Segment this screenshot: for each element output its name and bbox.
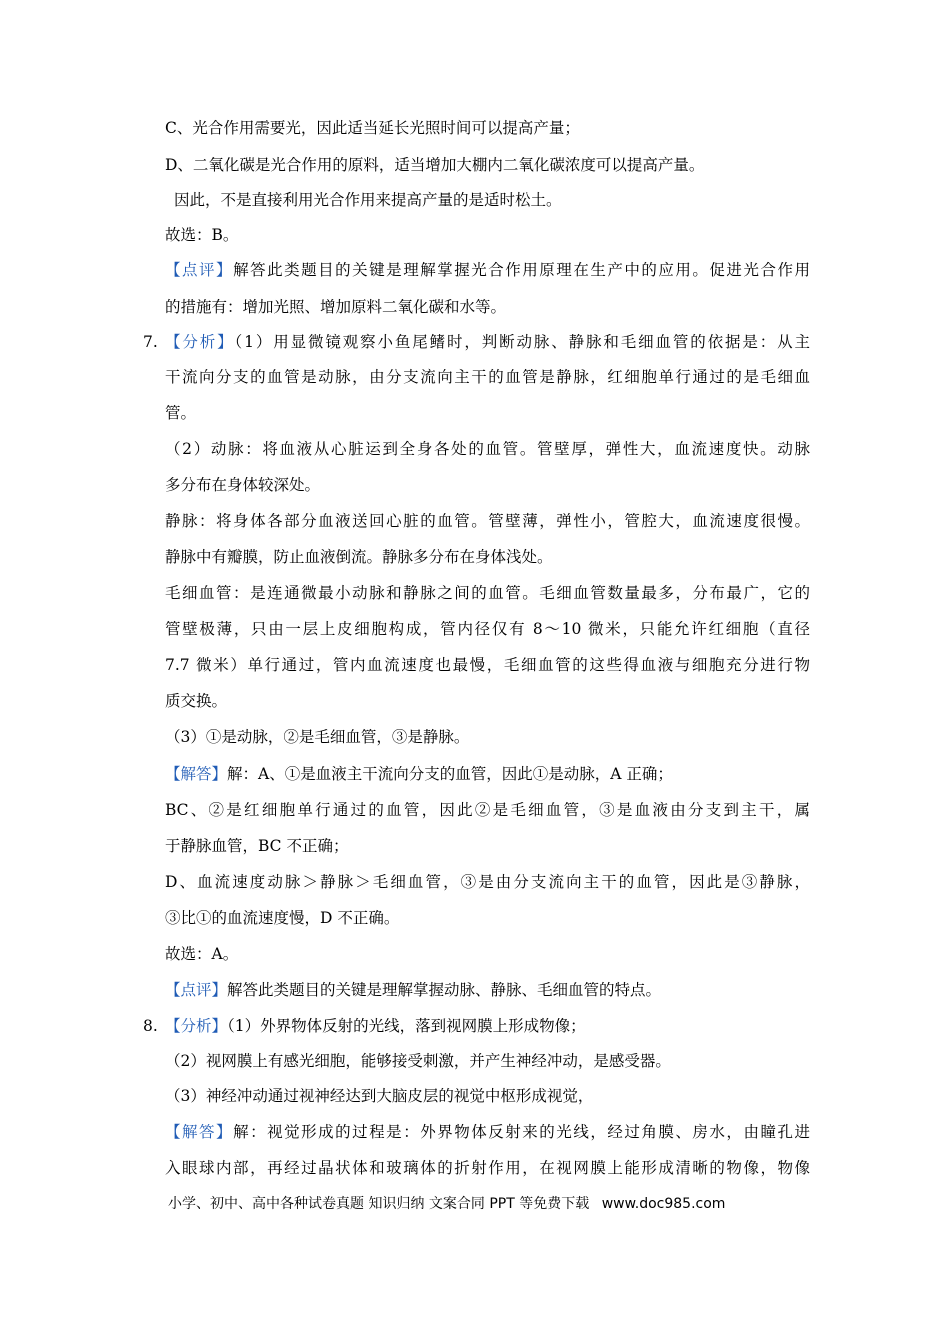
text-line: （3）①是动脉，②是毛细血管，③是静脉。 <box>165 728 470 746</box>
text-line: C、光合作用需要光，因此适当延长光照时间可以提高产量； <box>165 119 580 137</box>
text-line: 多分布在身体较深处。 <box>165 476 321 494</box>
text-line: BC、②是红细胞单行通过的血管，因此②是毛细血管，③是血液由分支到主干，属 <box>165 801 810 819</box>
text-span: 解：视觉形成的过程是：外界物体反射来的光线，经过角膜、房水，由瞳孔进 <box>233 1123 810 1141</box>
analysis-tag: 【分析】 <box>165 1017 228 1035</box>
answer-line <box>165 1121 810 1143</box>
text-line: 故选：B。 <box>165 226 239 244</box>
text-span: 解答此类题目的关键是理解掌握光合作用原理在生产中的应用。促进光合作用 <box>233 261 810 279</box>
text-span: 解：A、①是血液主干流向分支的血管，因此①是动脉，A 正确； <box>227 765 673 783</box>
analysis-line <box>165 331 810 353</box>
text-line: 故选：A。 <box>165 945 239 963</box>
text-line: ③比①的血流速度慢，D 不正确。 <box>165 909 400 927</box>
question-number: 8. <box>143 1017 158 1035</box>
answer-tag: 【解答】 <box>165 1123 234 1141</box>
text-span: （1）外界物体反射的光线，落到视网膜上形成物像； <box>227 1017 586 1035</box>
text-line: 毛细血管：是连通微最小动脉和静脉之间的血管。毛细血管数量最多，分布最广，它的 <box>165 584 810 602</box>
text-line: （3）神经冲动通过视神经达到大脑皮层的视觉中枢形成视觉， <box>165 1087 594 1105</box>
analysis-line <box>165 1015 810 1037</box>
footer-url[interactable]: www.doc985.com <box>601 1196 726 1212</box>
text-line: 因此，不是直接利用光合作用来提高产量的是适时松土。 <box>174 191 562 209</box>
text-line: 于静脉血管，BC 不正确； <box>165 837 349 855</box>
comment-tag: 【点评】 <box>165 261 234 279</box>
text-line: （2）动脉：将血液从心脏运到全身各处的血管。管壁厚，弹性大，血流速度快。动脉 <box>165 440 810 458</box>
text-line: 的措施有：增加光照、增加原料二氧化碳和水等。 <box>165 298 507 316</box>
comment-line <box>165 979 810 1001</box>
text-line: 静脉中有瓣膜，防止血液倒流。静脉多分布在身体浅处。 <box>165 548 553 566</box>
text-line: 7.7 微米）单行通过，管内血流速度也最慢，毛细血管的这些得血液与细胞充分进行物 <box>165 656 810 674</box>
text-line: D、二氧化碳是光合作用的原料，适当增加大棚内二氧化碳浓度可以提高产量。 <box>165 156 705 174</box>
text-line: 管壁极薄，只由一层上皮细胞构成，管内径仅有 8～10 微米，只能允许红细胞（直径 <box>165 620 810 638</box>
text-line: （2）视网膜上有感光细胞，能够接受刺激，并产生神经冲动，是感受器。 <box>165 1052 671 1070</box>
text-line: 质交换。 <box>165 692 228 710</box>
page-footer <box>168 1194 725 1214</box>
footer-text: 小学、初中、高中各种试卷真题 知识归纳 文案合同 PPT 等免费下载 <box>168 1196 590 1212</box>
text-line: D、血流速度动脉＞静脉＞毛细血管，③是由分支流向主干的血管，因此是③静脉， <box>165 873 810 891</box>
text-span: （1）用显微镜观察小鱼尾鳍时，判断动脉、静脉和毛细血管的依据是：从主 <box>234 333 810 351</box>
comment-tag: 【点评】 <box>165 981 228 999</box>
text-line: 入眼球内部，再经过晶状体和玻璃体的折射作用，在视网膜上能形成清晰的物像，物像 <box>165 1159 810 1177</box>
question-number: 7. <box>143 333 158 351</box>
analysis-tag: 【分析】 <box>165 333 235 351</box>
text-line: 管。 <box>165 404 197 422</box>
answer-line <box>165 763 810 785</box>
text-span: 解答此类题目的关键是理解掌握动脉、静脉、毛细血管的特点。 <box>227 981 662 999</box>
comment-line <box>165 259 810 281</box>
text-line: 干流向分支的血管是动脉，由分支流向主干的血管是静脉，红细胞单行通过的是毛细血 <box>165 368 810 386</box>
answer-tag: 【解答】 <box>165 765 228 783</box>
text-line: 静脉：将身体各部分血液送回心脏的血管。管壁薄，弹性小，管腔大，血流速度很慢。 <box>165 512 810 530</box>
